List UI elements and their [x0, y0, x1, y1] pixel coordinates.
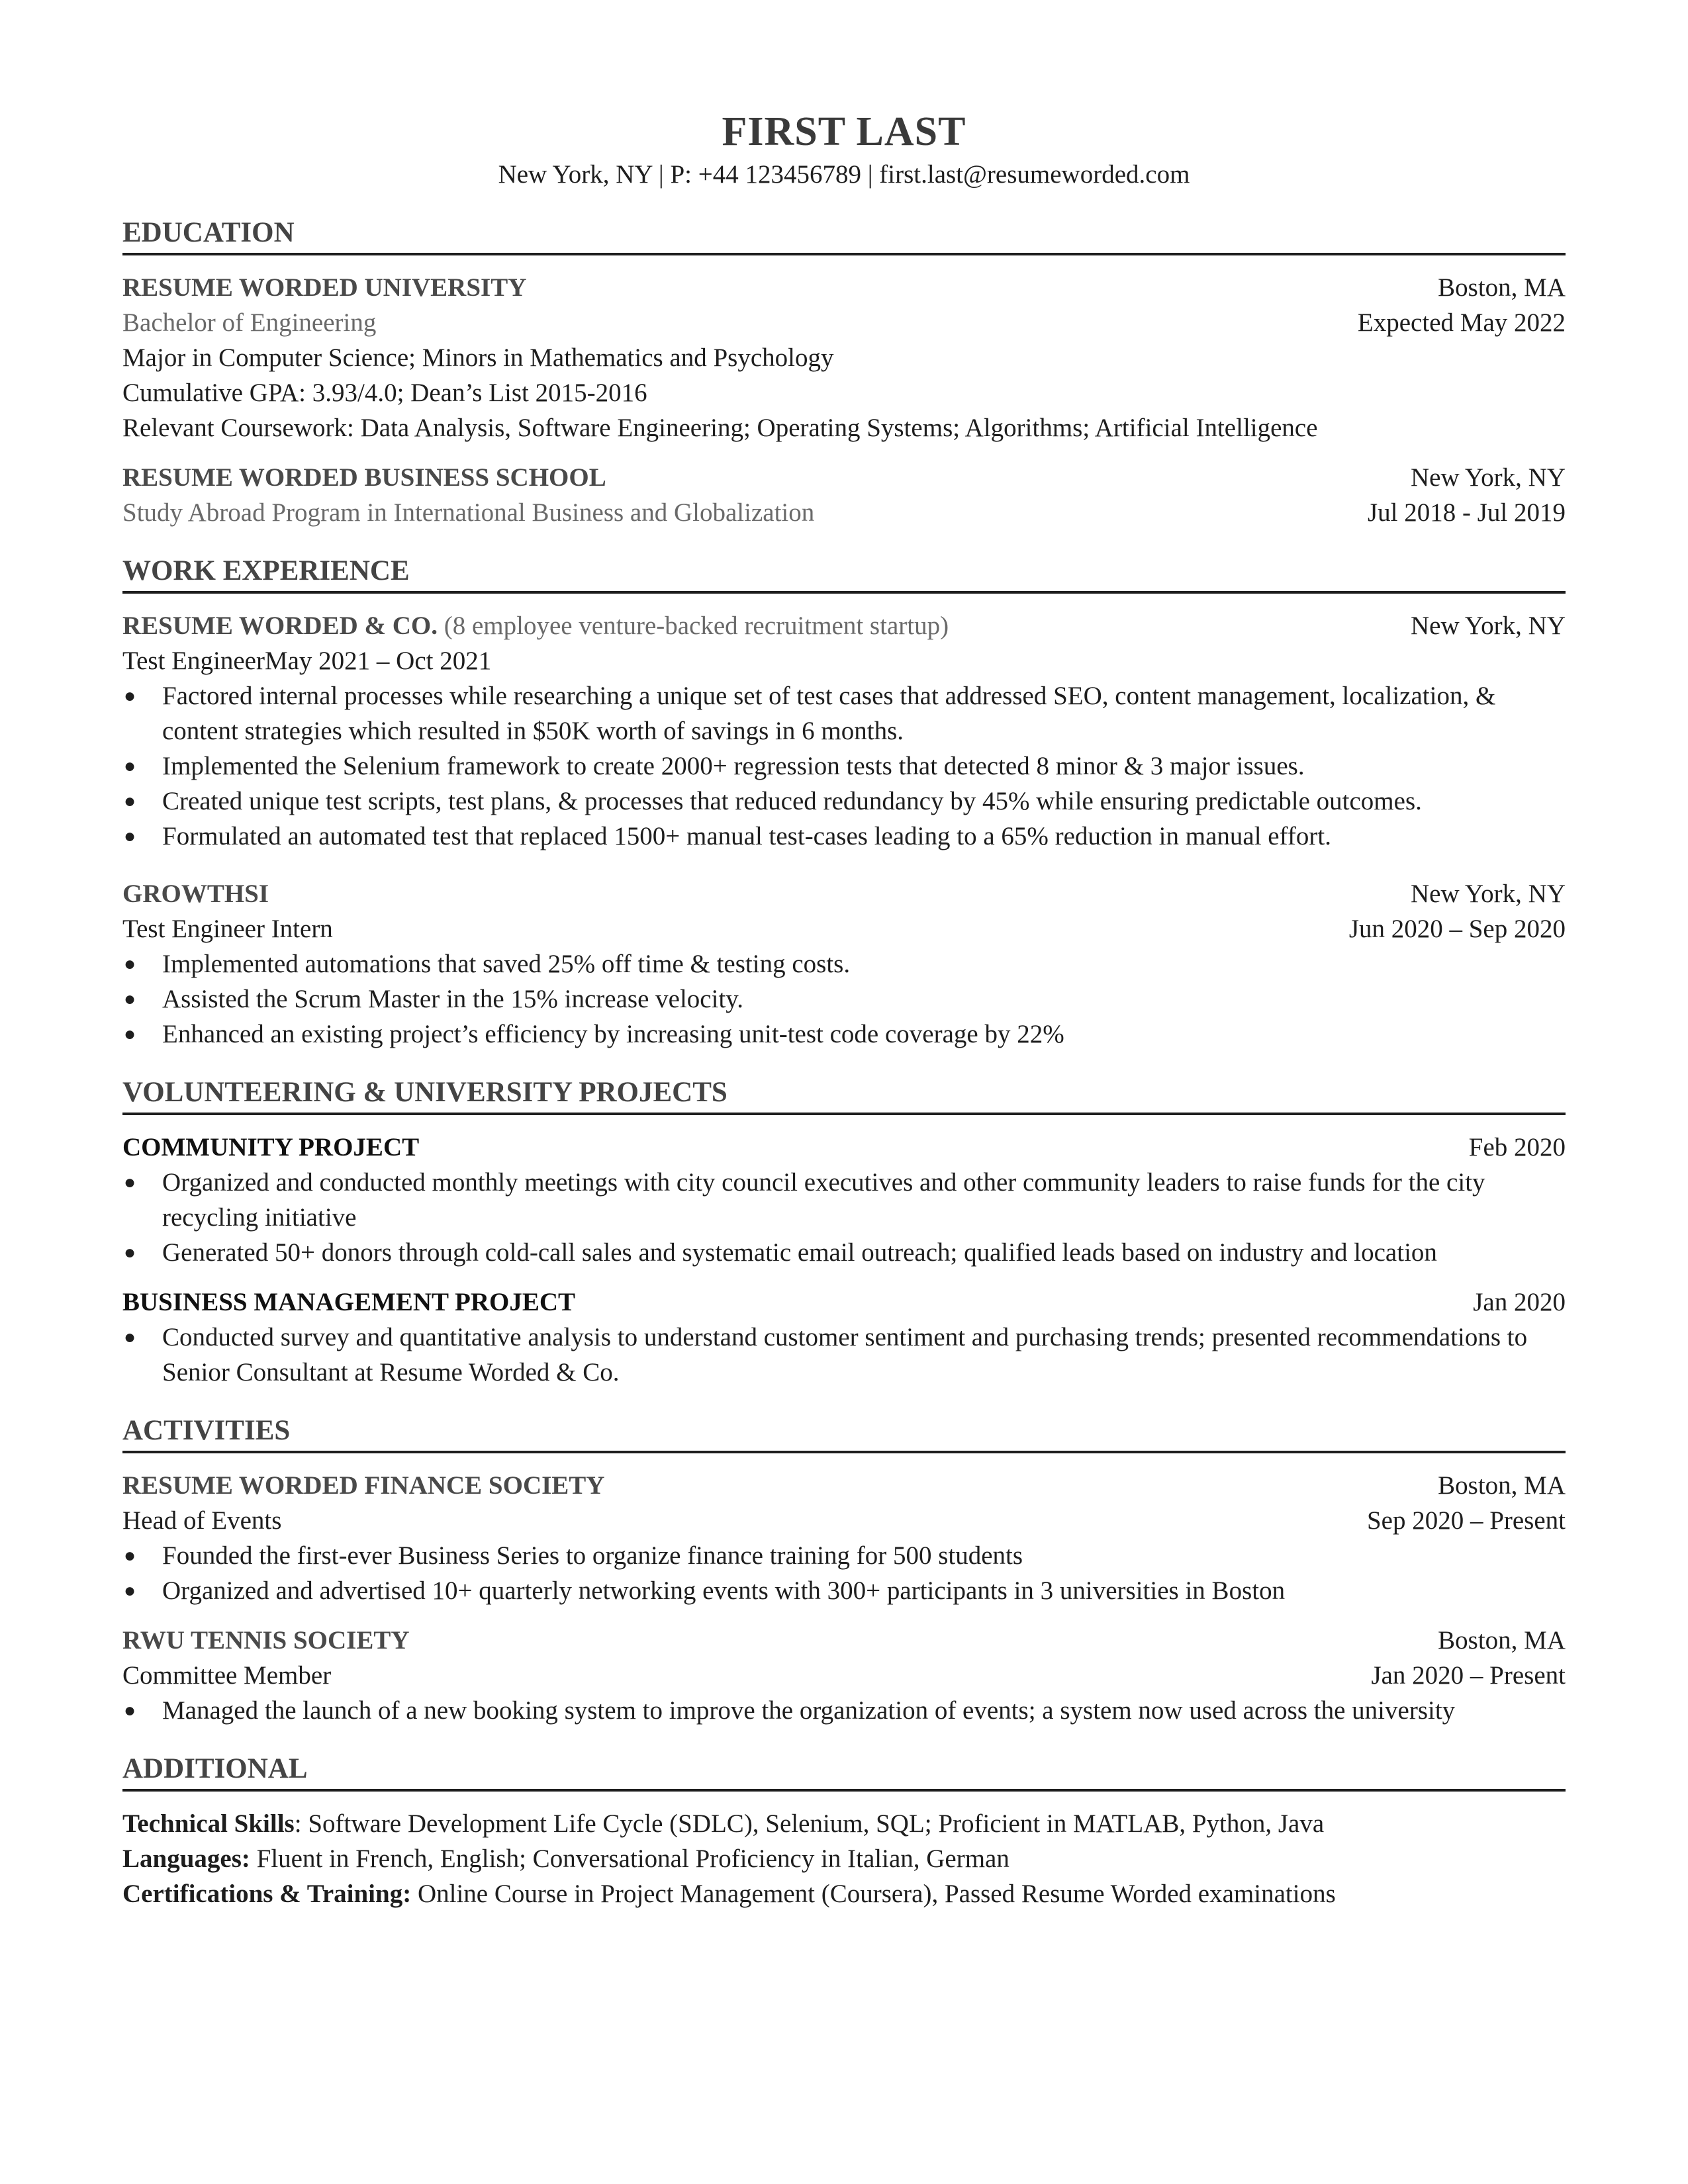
company-location: New York, NY [1410, 612, 1566, 640]
organization-location: Boston, MA [1438, 1471, 1566, 1500]
bullet-icon: ● [124, 825, 136, 847]
project-entry [122, 1285, 1566, 1390]
degree-name: Bachelor of Engineering [122, 308, 377, 337]
institution-name: RESUME WORDED UNIVERSITY [122, 273, 527, 302]
languages-line [122, 1841, 1566, 1876]
education-detail: Major in Computer Science; Minors in Mathematics and Psychology [122, 343, 834, 372]
project-bullets [122, 1165, 1566, 1270]
education-entry [122, 270, 1566, 445]
list-item: ● Factored internal processes while researching a unique set of test cases that addressed SEO, content management, localization, & content strategies which resulted in $50K worth of savings in 6 months. [122, 678, 1566, 749]
project-bullets [122, 1320, 1566, 1390]
organization-name: RWU TENNIS SOCIETY [122, 1626, 410, 1655]
company-location: New York, NY [1410, 880, 1566, 908]
list-item: ● Enhanced an existing project’s efficiency by increasing unit-test code coverage by 22% [122, 1017, 1566, 1052]
skills-text: Software Development Life Cycle (SDLC), Selenium, SQL; Proficient in MATLAB, Python, Java [308, 1809, 1325, 1838]
activities-section [122, 1414, 1566, 1728]
list-item: ● Managed the launch of a new booking system to improve the organization of events; a system now used across the university [122, 1693, 1566, 1728]
company-description: (8 employee venture-backed recruitment startup) [444, 612, 949, 640]
bullet-icon: ● [124, 1545, 136, 1567]
list-item: ● Implemented automations that saved 25% off time & testing costs. [122, 946, 1566, 981]
job-title-and-dates: Test EngineerMay 2021 – Oct 2021 [122, 647, 492, 675]
section-title-additional: ADDITIONAL [122, 1752, 1566, 1792]
volunteering-section [122, 1075, 1566, 1390]
company-name: GROWTHSI [122, 880, 269, 908]
project-name: BUSINESS MANAGEMENT PROJECT [122, 1288, 576, 1316]
list-item: ● Formulated an automated test that replaced 1500+ manual test-cases leading to a 65% reduction in manual effort. [122, 819, 1566, 854]
job-bullets [122, 946, 1566, 1052]
certifications-label: Certifications & Training: [122, 1880, 412, 1908]
job-bullets [122, 678, 1566, 854]
bullet-icon: ● [124, 1242, 136, 1263]
bullet-icon: ● [124, 953, 136, 975]
list-item: ● Conducted survey and quantitative analysis to understand customer sentiment and purchasing trends; presented recommendations to Senior Consultant at Resume Worded & Co. [122, 1320, 1566, 1390]
activity-bullets [122, 1538, 1566, 1608]
education-detail: Cumulative GPA: 3.93/4.0; Dean’s List 2015-2016 [122, 379, 647, 407]
project-entry [122, 1130, 1566, 1270]
organization-location: Boston, MA [1438, 1626, 1566, 1655]
certifications-text: Online Course in Project Management (Coursera), Passed Resume Worded examinations [417, 1880, 1336, 1908]
section-title-volunteering: VOLUNTEERING & UNIVERSITY PROJECTS [122, 1075, 1566, 1115]
organization-name: RESUME WORDED FINANCE SOCIETY [122, 1471, 605, 1500]
list-item: ● Implemented the Selenium framework to create 2000+ regression tests that detected 8 minor & 3 major issues. [122, 749, 1566, 784]
contact-line: New York, NY | P: +44 123456789 | first.last@resumeworded.com [498, 160, 1190, 189]
bullet-icon: ● [124, 755, 136, 777]
job-dates: Jun 2020 – Sep 2020 [1348, 915, 1566, 943]
activity-dates: Sep 2020 – Present [1366, 1506, 1566, 1535]
skills-label: Technical Skills [122, 1809, 295, 1838]
bullet-icon: ● [124, 988, 136, 1010]
bullet-icon: ● [124, 1700, 136, 1721]
job-entry [122, 608, 1566, 854]
activity-role: Committee Member [122, 1661, 332, 1690]
activity-bullets [122, 1693, 1566, 1728]
project-date: Feb 2020 [1468, 1133, 1566, 1161]
project-name: COMMUNITY PROJECT [122, 1133, 420, 1161]
languages-label: Languages: [122, 1844, 250, 1873]
program-name: Study Abroad Program in International Business and Globalization [122, 498, 815, 527]
candidate-name: FIRST LAST [722, 109, 966, 154]
job-title: Test Engineer Intern [122, 915, 333, 943]
activity-role: Head of Events [122, 1506, 282, 1535]
program-dates: Jul 2018 - Jul 2019 [1367, 498, 1566, 527]
section-title-work-experience: WORK EXPERIENCE [122, 554, 1566, 594]
bullet-icon: ● [124, 790, 136, 812]
activity-entry [122, 1468, 1566, 1608]
project-date: Jan 2020 [1473, 1288, 1566, 1316]
bullet-icon: ● [124, 1326, 136, 1348]
bullet-icon: ● [124, 1171, 136, 1193]
education-section [122, 216, 1566, 530]
certifications-line [122, 1876, 1566, 1911]
activity-entry [122, 1623, 1566, 1728]
job-entry [122, 876, 1566, 1052]
company-name: RESUME WORDED & CO. [122, 612, 438, 640]
institution-location: New York, NY [1410, 463, 1566, 492]
work-experience-section [122, 554, 1566, 1052]
bullet-icon: ● [124, 1023, 136, 1045]
section-title-education: EDUCATION [122, 216, 1566, 255]
education-detail: Relevant Coursework: Data Analysis, Software Engineering; Operating Systems; Algorithms; Artificial Intelligence [122, 414, 1318, 442]
section-title-activities: ACTIVITIES [122, 1414, 1566, 1453]
list-item: ● Generated 50+ donors through cold-call sales and systematic email outreach; qualified leads based on industry and location [122, 1235, 1566, 1270]
graduation-date: Expected May 2022 [1357, 308, 1566, 337]
bullet-icon: ● [124, 685, 136, 707]
list-item: ● Organized and conducted monthly meetings with city council executives and other community leaders to raise funds for the city recycling initiative [122, 1165, 1566, 1235]
institution-name: RESUME WORDED BUSINESS SCHOOL [122, 463, 606, 492]
languages-text: Fluent in French, English; Conversational Proficiency in Italian, German [256, 1844, 1009, 1873]
list-item: ● Assisted the Scrum Master in the 15% increase velocity. [122, 981, 1566, 1017]
institution-location: Boston, MA [1438, 273, 1566, 302]
bullet-icon: ● [124, 1580, 136, 1602]
additional-section [122, 1752, 1566, 1911]
list-item: ● Organized and advertised 10+ quarterly networking events with 300+ participants in 3 universities in Boston [122, 1573, 1566, 1608]
skills-line: Technical Skills: Software Development Life Cycle (SDLC), Selenium, SQL; Proficient in MATLAB, Python, Java [122, 1809, 1325, 1838]
list-item: ● Founded the first-ever Business Series to organize finance training for 500 students [122, 1538, 1566, 1573]
education-entry [122, 460, 1566, 530]
list-item: ● Created unique test scripts, test plans, & processes that reduced redundancy by 45% while ensuring predictable outcomes. [122, 784, 1566, 819]
activity-dates: Jan 2020 – Present [1371, 1661, 1566, 1690]
